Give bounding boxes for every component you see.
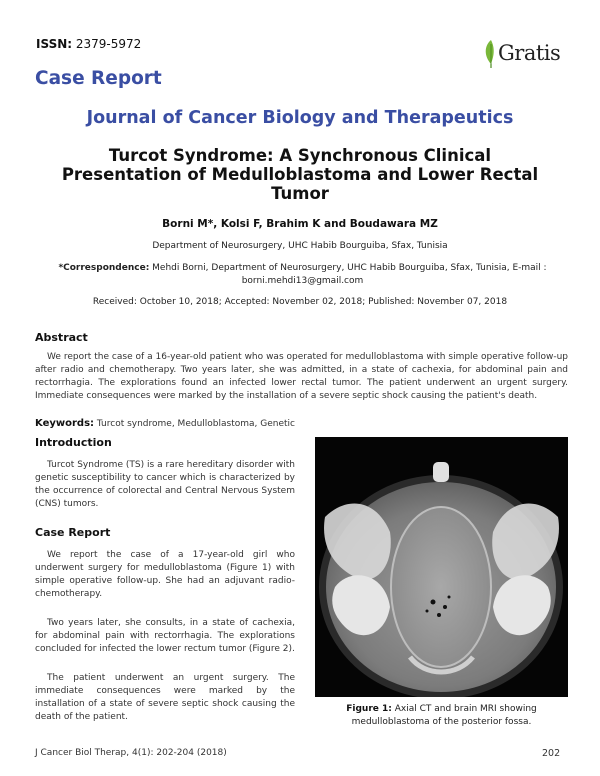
correspondence-text: Mehdi Borni, Department of Neurosurgery, UHC Habib Bourguiba, Sfax, Tunisia, E-mail : borni.mehdi13@gmail.com	[152, 263, 547, 286]
title-line: Presentation of Medulloblastoma and Lower Rectal	[61, 165, 539, 184]
journal-name: Journal of Cancer Biology and Therapeutics	[86, 108, 514, 128]
gratis-logo	[482, 38, 568, 70]
article-title	[40, 146, 560, 203]
ct-scan-illustration	[315, 437, 568, 697]
keywords-text: Turcot syndrome, Medulloblastoma, Genetic	[96, 419, 295, 429]
issn-label: ISSN:	[36, 37, 73, 51]
publication-dates: Received: October 10, 2018; Accepted: November 02, 2018; Published: November 07, 2018	[92, 297, 508, 307]
correspondence	[40, 262, 565, 288]
affiliation: Department of Neurosurgery, UHC Habib Bourguiba, Sfax, Tunisia	[152, 241, 448, 251]
title-line: Tumor	[271, 184, 329, 203]
figure-label: Figure 1:	[346, 704, 392, 714]
keywords-label: Keywords:	[35, 418, 95, 429]
abstract-text: We report the case of a 16-year-old patient who was operated for medulloblastoma with simple operative follow-up after radio and chemotherapy. Two years later, she was admitted, in a state of cachexia, for abdominal pain and rectorrhagia. The explorations found an infected lower rectal tumor. The patient underwent an urgent surgery. Immediate consequences were marked by the installation of a severe septic shock causing the patient's death.	[35, 352, 568, 401]
figure-caption	[315, 703, 568, 729]
case-report-paragraph: The patient underwent an urgent surgery. The immediate consequences were marked by the installation of a state of severe septic shock causing the death of the patient.	[35, 673, 295, 722]
abstract-heading: Abstract	[35, 331, 88, 344]
issn-value: 2379-5972	[75, 37, 142, 51]
keywords	[35, 418, 295, 429]
logo-text: Gratis	[498, 41, 561, 65]
page-number: 202	[542, 748, 561, 759]
footer-citation: J Cancer Biol Therap, 4(1): 202-204 (2018)	[35, 748, 227, 758]
figure-caption-text: Axial CT and brain MRI showing medulloblastoma of the posterior fossa.	[351, 704, 537, 727]
introduction-heading: Introduction	[35, 436, 112, 449]
title-line: Turcot Syndrome: A Synchronous Clinical	[108, 146, 492, 165]
introduction-text: Turcot Syndrome (TS) is a rare hereditary disorder with genetic susceptibility to cancer which is characterized by the occurrence of colorectal and Central Nervous System (CNS) tumors.	[35, 460, 295, 509]
issn-line	[36, 37, 141, 51]
correspondence-label: *Correspondence:	[58, 263, 150, 273]
case-report-paragraph: We report the case of a 17-year-old girl who underwent surgery for medulloblastoma (Figure 1) with simple operative follow-up. She had an adjuvant radio-chemotherapy.	[35, 550, 295, 599]
figure-1-scan-image	[315, 437, 568, 697]
case-report-paragraph: Two years later, she consults, in a state of cachexia, for abdominal pain with rectorrhagia. The explorations concluded for infected the lower rectum tumor (Figure 2).	[35, 618, 295, 654]
article-type: Case Report	[35, 68, 162, 89]
case-report-heading: Case Report	[35, 526, 111, 539]
authors: Borni M*, Kolsi F, Brahim K and Boudawara MZ	[162, 218, 438, 230]
